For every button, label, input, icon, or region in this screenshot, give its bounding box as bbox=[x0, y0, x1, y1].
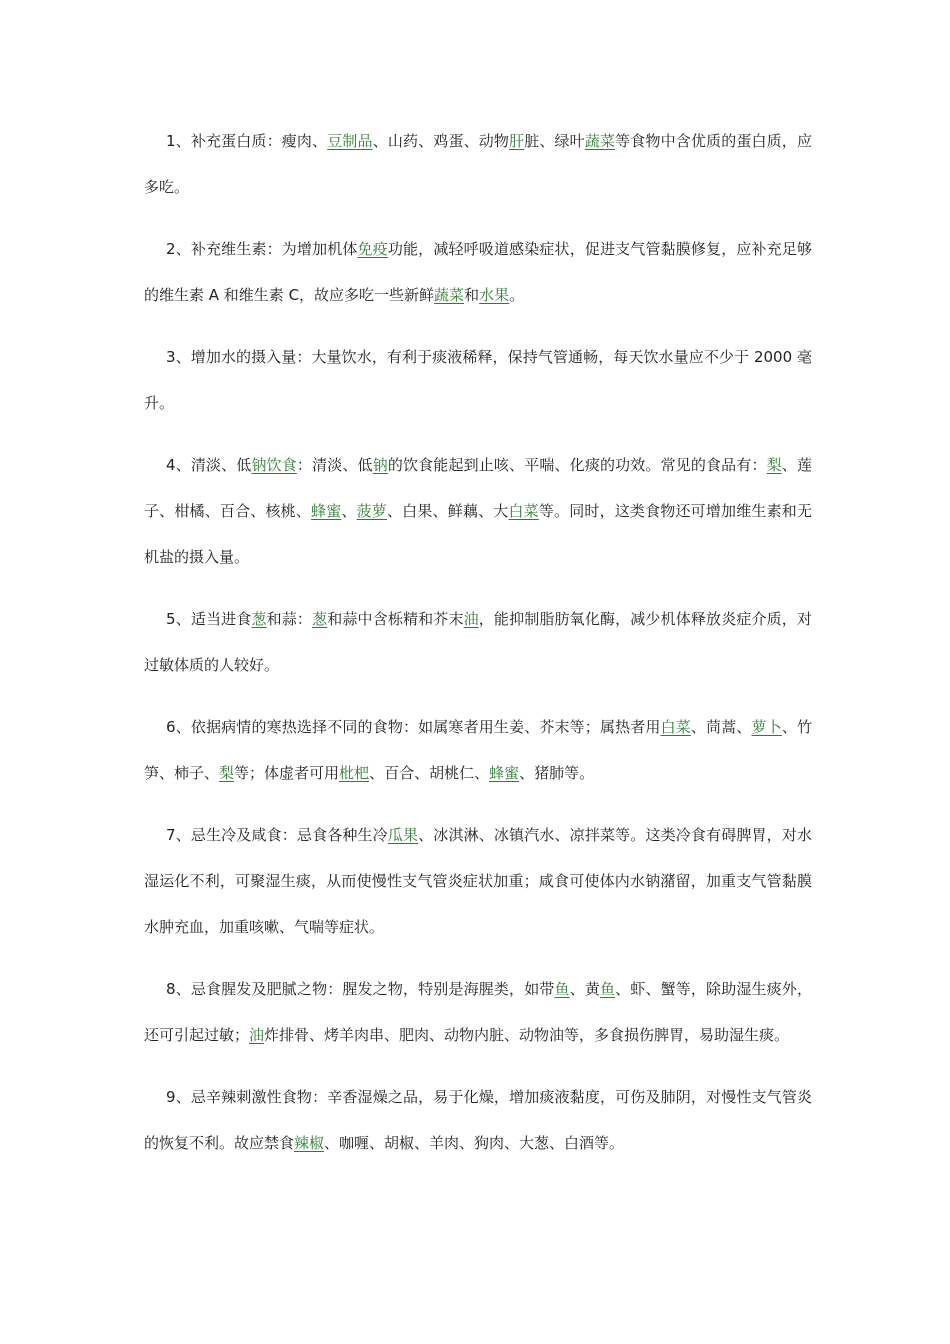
keyword-link[interactable]: 油 bbox=[249, 1026, 265, 1044]
paragraph-1 bbox=[144, 118, 812, 210]
paragraph-2 bbox=[144, 226, 812, 318]
paragraph-text: 、猪肺等。 bbox=[519, 764, 595, 782]
paragraph-text: 、黄 bbox=[569, 980, 600, 998]
paragraph-text: ：清淡、低 bbox=[296, 456, 373, 474]
paragraph-text: ，能抑制脂肪氧化酶，减少机体释放炎症介质，对过敏体质的人较好。 bbox=[144, 610, 812, 674]
keyword-link[interactable]: 梨 bbox=[219, 764, 235, 782]
paragraph-text: 、虾、蟹等，除助湿生痰外，还可引起过敏； bbox=[144, 980, 812, 1044]
keyword-link[interactable]: 白菜 bbox=[508, 502, 539, 520]
paragraph-text: 3、增加水的摄入量：大量饮水，有利于痰液稀释，保持气管通畅，每天饮水量应不少于 2000 毫升。 bbox=[144, 348, 812, 412]
keyword-link[interactable]: 免疫 bbox=[357, 240, 388, 258]
paragraph-3 bbox=[144, 334, 812, 426]
keyword-link[interactable]: 肝 bbox=[509, 132, 525, 150]
paragraph-text: 1、补充蛋白质：瘦肉、 bbox=[166, 132, 328, 150]
paragraph-text: 等食物中含优质的蛋白质，应多吃。 bbox=[144, 132, 812, 196]
keyword-link[interactable]: 油 bbox=[463, 610, 479, 628]
paragraph-text: 4、清淡、低 bbox=[166, 456, 252, 474]
keyword-link[interactable]: 蔬菜 bbox=[584, 132, 616, 150]
paragraph-text: 9、忌辛辣刺激性食物：辛香湿燥之品，易于化燥，增加痰液黏度，可伤及肺阴，对慢性支气管炎的恢复不利。故应禁食 bbox=[144, 1088, 812, 1152]
keyword-link[interactable]: 鱼 bbox=[599, 980, 616, 998]
paragraph-text: 、莲子、柑橘、百合、核桃、 bbox=[144, 456, 812, 520]
keyword-link[interactable]: 蜂蜜 bbox=[311, 502, 342, 520]
paragraph-text: 、冰淇淋、冰镇汽水、凉拌菜等。这类冷食有碍脾胃，对水湿运化不利，可聚湿生痰，从而使慢性支气管炎症状加重；咸食可使体内水钠潴留，加重支气管黏膜水肿充血，加重咳嗽、气喘等症状。 bbox=[144, 826, 812, 936]
keyword-link[interactable]: 萝卜 bbox=[751, 718, 782, 736]
paragraph-text: 6、依据病情的寒热选择不同的食物：如属寒者用生姜、芥末等；属热者用 bbox=[166, 718, 661, 736]
paragraph-text: 2、补充维生素：为增加机体 bbox=[166, 240, 358, 258]
paragraph-text: 。 bbox=[509, 286, 525, 304]
keyword-link[interactable]: 菠萝 bbox=[356, 502, 387, 520]
paragraph-8 bbox=[144, 966, 812, 1058]
paragraph-text: 、百合、胡桃仁、 bbox=[369, 764, 490, 782]
paragraph-text: 的饮食能起到止咳、平喘、化痰的功效。常见的食品有： bbox=[387, 456, 767, 474]
keyword-link[interactable]: 蔬菜 bbox=[434, 286, 465, 304]
paragraph-text: 等。同时，这类食物还可增加维生素和无机盐的摄入量。 bbox=[144, 502, 812, 566]
paragraph-text: 、竹笋、柿子、 bbox=[144, 718, 812, 782]
paragraph-7 bbox=[144, 812, 812, 950]
keyword-link[interactable]: 瓜果 bbox=[387, 826, 419, 844]
keyword-link[interactable]: 梨 bbox=[766, 456, 782, 474]
paragraph-text: 5、适当进食 bbox=[166, 610, 252, 628]
paragraph-text: 炸排骨、烤羊肉串、肥肉、动物内脏、动物油等，多食损伤脾胃，易助湿生痰。 bbox=[264, 1026, 790, 1044]
paragraph-text: 脏、绿叶 bbox=[524, 132, 585, 150]
paragraph-5 bbox=[144, 596, 812, 688]
keyword-link[interactable]: 水果 bbox=[479, 286, 510, 304]
keyword-link[interactable]: 枇杷 bbox=[339, 764, 370, 782]
paragraph-text: 和蒜： bbox=[266, 610, 313, 628]
keyword-link[interactable]: 白菜 bbox=[660, 718, 691, 736]
paragraph-text: 、咖喱、胡椒、羊肉、狗肉、大葱、白酒等。 bbox=[324, 1134, 625, 1152]
paragraph-text: 、 bbox=[341, 502, 357, 520]
paragraph-text: 、茼蒿、 bbox=[690, 718, 752, 736]
paragraph-text: 等；体虚者可用 bbox=[234, 764, 340, 782]
paragraph-text: 、白果、鲜藕、大 bbox=[386, 502, 509, 520]
paragraph-4 bbox=[144, 442, 812, 580]
keyword-link[interactable]: 鱼 bbox=[554, 980, 570, 998]
paragraph-6 bbox=[144, 704, 812, 796]
document-body bbox=[144, 118, 812, 1182]
keyword-link[interactable]: 葱 bbox=[312, 610, 328, 628]
paragraph-9 bbox=[144, 1074, 812, 1166]
keyword-link[interactable]: 蜂蜜 bbox=[489, 764, 520, 782]
keyword-link[interactable]: 葱 bbox=[251, 610, 267, 628]
paragraph-text: 7、忌生冷及咸食：忌食各种生冷 bbox=[166, 826, 388, 844]
paragraph-text: 、山药、鸡蛋、动物 bbox=[372, 132, 510, 150]
paragraph-text: 8、忌食腥发及肥腻之物：腥发之物，特别是海腥类，如带 bbox=[166, 980, 555, 998]
paragraph-text: 和 bbox=[464, 286, 480, 304]
keyword-link[interactable]: 钠 bbox=[372, 456, 388, 474]
keyword-link[interactable]: 豆制品 bbox=[327, 132, 373, 150]
paragraph-text: 和蒜中含栎精和芥末 bbox=[327, 610, 464, 628]
paragraph-text: 功能，减轻呼吸道感染症状，促进支气管黏膜修复，应补充足够的维生素 A 和维生素 C，故应多吃一些新鲜 bbox=[144, 240, 812, 304]
keyword-link[interactable]: 钠饮食 bbox=[251, 456, 297, 474]
keyword-link[interactable]: 辣椒 bbox=[294, 1134, 325, 1152]
